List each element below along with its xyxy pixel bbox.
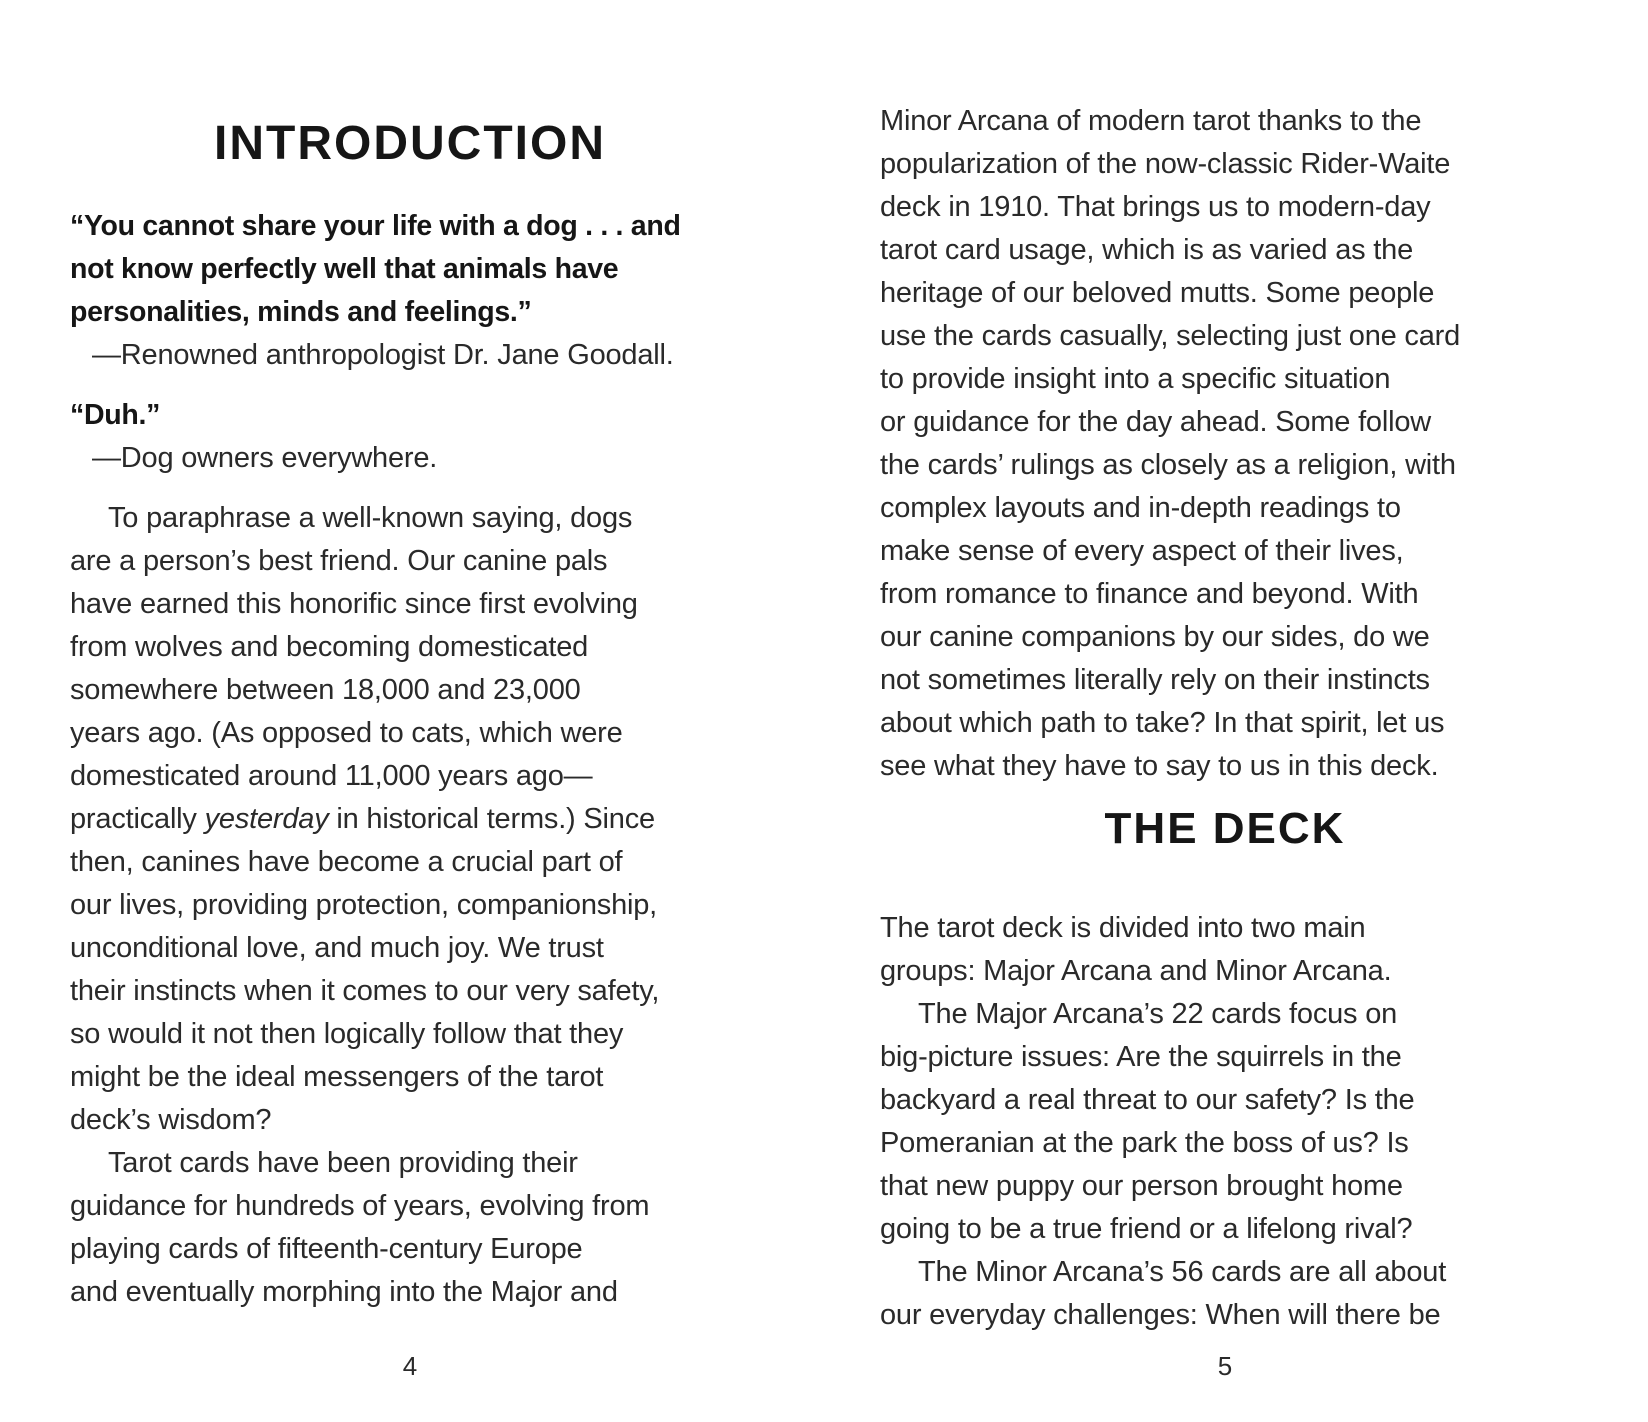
text-line: The Major Arcana’s 22 cards focus on bbox=[918, 998, 1398, 1030]
text-line: backyard a real threat to our safety? Is the bbox=[880, 1084, 1415, 1116]
text-line: The tarot deck is divided into two main bbox=[880, 912, 1366, 944]
text-line: our lives, providing protection, companionship, bbox=[70, 889, 658, 921]
page-left bbox=[70, 0, 750, 1422]
text-line: “You cannot share your life with a dog . . . and bbox=[70, 210, 681, 242]
text-line: our everyday challenges: When will there be bbox=[880, 1299, 1441, 1331]
text-line: complex layouts and in-depth readings to bbox=[880, 492, 1401, 524]
text-line: then, canines have become a crucial part of bbox=[70, 846, 623, 878]
text-line: The Minor Arcana’s 56 cards are all about bbox=[918, 1256, 1447, 1288]
text-line: have earned this honorific since first evolving bbox=[70, 588, 638, 620]
text-line: to provide insight into a specific situation bbox=[880, 363, 1391, 395]
text-line: so would it not then logically follow that they bbox=[70, 1018, 624, 1050]
text-line: not know perfectly well that animals have bbox=[70, 253, 619, 285]
epigraph-quote-1 bbox=[70, 205, 750, 334]
text-line: see what they have to say to us in this deck. bbox=[880, 750, 1439, 782]
text-line: going to be a true friend or a lifelong rival? bbox=[880, 1213, 1413, 1245]
chapter-title: INTRODUCTION bbox=[214, 117, 606, 170]
italic-word: yesterday bbox=[204, 803, 329, 835]
text-line: tarot card usage, which is as varied as the bbox=[880, 234, 1414, 266]
text-line: To paraphrase a well-known saying, dogs bbox=[108, 502, 633, 534]
epigraph-attribution-1 bbox=[70, 334, 750, 377]
text-line: or guidance for the day ahead. Some follow bbox=[880, 406, 1432, 438]
text-line: might be the ideal messengers of the tarot bbox=[70, 1061, 604, 1093]
text-line: big-picture issues: Are the squirrels in the bbox=[880, 1041, 1402, 1073]
text-line: domesticated around 11,000 years ago— bbox=[70, 760, 593, 792]
body-paragraph-2 bbox=[70, 1142, 750, 1314]
deck-paragraph-1 bbox=[880, 907, 1570, 993]
page-number-left: 4 bbox=[402, 1351, 418, 1381]
text-line-with-italic bbox=[70, 798, 750, 841]
paragraph-lines bbox=[70, 841, 750, 1142]
text-line: —Renowned anthropologist Dr. Jane Goodall. bbox=[92, 339, 674, 371]
text-line: Pomeranian at the park the boss of us? Is bbox=[880, 1127, 1409, 1159]
body-paragraph-continued bbox=[880, 100, 1570, 788]
text-line: their instincts when it comes to our very safety, bbox=[70, 975, 660, 1007]
epigraph-attribution-2 bbox=[70, 437, 750, 480]
text-line: popularization of the now-classic Rider-Waite bbox=[880, 148, 1451, 180]
text-line: somewhere between 18,000 and 23,000 bbox=[70, 674, 581, 706]
text-line: and eventually morphing into the Major and bbox=[70, 1276, 618, 1308]
page-number-right: 5 bbox=[1217, 1351, 1233, 1381]
text-line: that new puppy our person brought home bbox=[880, 1170, 1403, 1202]
text-line: deck’s wisdom? bbox=[70, 1104, 272, 1136]
text-line: the cards’ rulings as closely as a religion, with bbox=[880, 449, 1456, 481]
text-line: heritage of our beloved mutts. Some people bbox=[880, 277, 1435, 309]
section-title: THE DECK bbox=[1104, 804, 1346, 853]
text-line: about which path to take? In that spirit, let us bbox=[880, 707, 1445, 739]
text-line: —Dog owners everywhere. bbox=[92, 442, 438, 474]
deck-paragraph-2 bbox=[880, 993, 1570, 1251]
text-line: Minor Arcana of modern tarot thanks to the bbox=[880, 105, 1422, 137]
text-line: use the cards casually, selecting just one card bbox=[880, 320, 1461, 352]
text-line: guidance for hundreds of years, evolving from bbox=[70, 1190, 650, 1222]
text-line: unconditional love, and much joy. We trust bbox=[70, 932, 604, 964]
text-line: Tarot cards have been providing their bbox=[108, 1147, 578, 1179]
text-line: playing cards of fifteenth-century Europe bbox=[70, 1233, 583, 1265]
text-line: years ago. (As opposed to cats, which were bbox=[70, 717, 623, 749]
paragraph-lines bbox=[70, 497, 750, 798]
text-line: deck in 1910. That brings us to modern-day bbox=[880, 191, 1431, 223]
text-line: not sometimes literally rely on their instincts bbox=[880, 664, 1430, 696]
text-line: “Duh.” bbox=[70, 399, 161, 431]
text-line: make sense of every aspect of their lives, bbox=[880, 535, 1404, 567]
deck-paragraph-3 bbox=[880, 1251, 1570, 1337]
italic-line-pre: practically bbox=[70, 803, 205, 835]
text-line: our canine companions by our sides, do we bbox=[880, 621, 1430, 653]
text-line: from romance to finance and beyond. With bbox=[880, 578, 1419, 610]
italic-line-post: in historical terms.) Since bbox=[328, 803, 655, 835]
text-line: groups: Major Arcana and Minor Arcana. bbox=[880, 955, 1392, 987]
body-paragraph-1 bbox=[70, 497, 750, 1142]
epigraph-quote-2 bbox=[70, 394, 750, 437]
text-line: personalities, minds and feelings.” bbox=[70, 296, 532, 328]
text-line: from wolves and becoming domesticated bbox=[70, 631, 589, 663]
text-line: are a person’s best friend. Our canine pals bbox=[70, 545, 608, 577]
page-right bbox=[880, 0, 1570, 1422]
